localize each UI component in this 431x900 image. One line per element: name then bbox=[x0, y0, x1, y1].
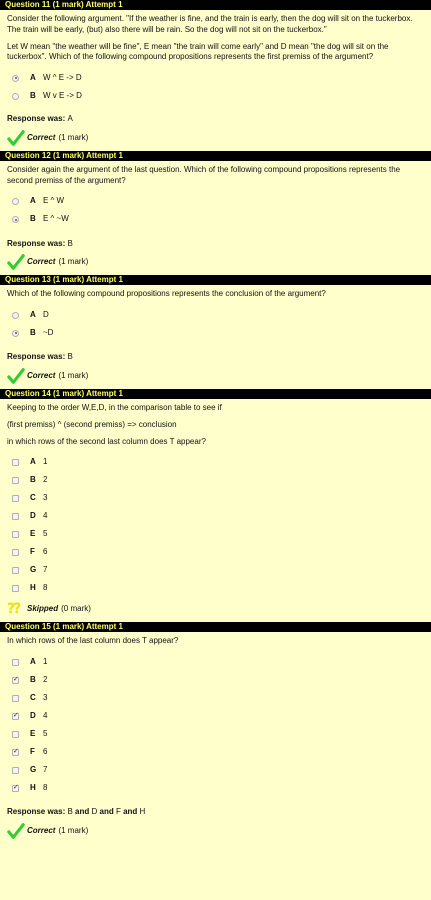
question-text bbox=[7, 403, 425, 447]
checkbox[interactable] bbox=[12, 731, 19, 738]
question-paragraph: In which rows of the last column does T appear? bbox=[7, 636, 179, 646]
response-label: Response was: bbox=[7, 238, 66, 248]
question-11 bbox=[0, 0, 431, 148]
radio-button[interactable] bbox=[12, 93, 19, 100]
option-letter: B bbox=[30, 214, 36, 224]
option-text: 1 bbox=[43, 456, 48, 466]
option-text: 4 bbox=[43, 510, 48, 520]
option-a[interactable] bbox=[7, 193, 425, 211]
question-text bbox=[7, 165, 425, 187]
radio-button[interactable] bbox=[12, 198, 19, 205]
option-letter: C bbox=[30, 492, 36, 502]
option-letter: D bbox=[30, 510, 36, 520]
option-letter: A bbox=[30, 196, 36, 206]
checkbox[interactable] bbox=[12, 549, 19, 556]
option-text: 5 bbox=[43, 728, 48, 738]
question-13 bbox=[0, 275, 431, 386]
verdict bbox=[7, 821, 425, 841]
correct-check-icon bbox=[7, 822, 25, 840]
verdict bbox=[7, 599, 425, 619]
response-label: Response was: bbox=[7, 807, 66, 817]
radio-button[interactable] bbox=[12, 312, 19, 319]
option-b[interactable] bbox=[7, 87, 425, 105]
option-letter: F bbox=[30, 546, 35, 556]
radio-button[interactable] bbox=[12, 330, 19, 337]
option-e[interactable] bbox=[7, 725, 425, 743]
option-text: 7 bbox=[43, 764, 48, 774]
option-text: 7 bbox=[43, 564, 48, 574]
option-letter: E bbox=[30, 528, 36, 538]
option-letter: H bbox=[30, 782, 36, 792]
option-a[interactable] bbox=[7, 306, 425, 324]
question-12 bbox=[0, 151, 431, 272]
option-text: 6 bbox=[43, 746, 48, 756]
option-text: ~D bbox=[43, 327, 54, 337]
options-list bbox=[7, 453, 425, 597]
option-b[interactable] bbox=[7, 211, 425, 229]
question-header: Question 13 (1 mark) Attempt 1 bbox=[0, 275, 431, 285]
skipped-question-icon: ?? bbox=[7, 601, 20, 618]
checkbox[interactable] bbox=[12, 513, 19, 520]
checkbox[interactable] bbox=[12, 695, 19, 702]
question-paragraph: in which rows of the second last column does T appear? bbox=[7, 436, 206, 446]
checkbox[interactable] bbox=[12, 767, 19, 774]
option-a[interactable] bbox=[7, 69, 425, 87]
verdict-marks: (0 mark) bbox=[61, 603, 91, 613]
verdict bbox=[7, 252, 425, 272]
question-header: Question 12 (1 mark) Attempt 1 bbox=[0, 151, 431, 161]
option-d[interactable] bbox=[7, 507, 425, 525]
checkbox[interactable] bbox=[12, 659, 19, 666]
option-f[interactable] bbox=[7, 543, 425, 561]
checkbox[interactable] bbox=[12, 477, 19, 484]
response-value: B bbox=[67, 238, 73, 248]
option-b[interactable] bbox=[7, 324, 425, 342]
response-line bbox=[7, 352, 425, 363]
question-text bbox=[7, 14, 425, 63]
option-text: 6 bbox=[43, 546, 48, 556]
option-letter: A bbox=[30, 72, 36, 82]
question-paragraph: Consider again the argument of the last question. Which of the following compound propositions represents the second premiss of the argument? bbox=[7, 164, 401, 185]
checkbox[interactable] bbox=[12, 713, 19, 720]
options-list bbox=[7, 193, 425, 229]
verdict-marks: (1 mark) bbox=[58, 132, 89, 142]
option-b[interactable] bbox=[7, 671, 425, 689]
correct-check-icon bbox=[7, 253, 25, 271]
checkbox[interactable] bbox=[12, 585, 19, 592]
verdict-word: Correct bbox=[27, 825, 56, 835]
option-text: 5 bbox=[43, 528, 48, 538]
option-text: 3 bbox=[43, 492, 48, 502]
verdict bbox=[7, 366, 425, 386]
option-letter: F bbox=[30, 746, 35, 756]
options-list bbox=[7, 69, 425, 105]
response-line bbox=[7, 807, 425, 818]
option-letter: B bbox=[30, 90, 36, 100]
option-letter: A bbox=[30, 456, 36, 466]
question-paragraph: Consider the following argument. "If the weather is fine, and the train is early, then the dog will sit on the tuckerbox. The train will be early, (but) also there will be rain. So the dog will not sit on the tuckerbox." bbox=[7, 14, 413, 34]
option-g[interactable] bbox=[7, 761, 425, 779]
response-value: B and D and F and H bbox=[67, 807, 146, 817]
response-line bbox=[7, 114, 425, 125]
question-header: Question 11 (1 mark) Attempt 1 bbox=[0, 0, 431, 10]
question-paragraph: (first premiss) ^ (second premiss) => conclusion bbox=[7, 419, 177, 429]
option-text: 8 bbox=[43, 582, 48, 592]
option-h[interactable] bbox=[7, 579, 425, 597]
question-text bbox=[7, 289, 425, 300]
verdict-word: Correct bbox=[27, 132, 56, 142]
option-f[interactable] bbox=[7, 743, 425, 761]
checkbox[interactable] bbox=[12, 459, 19, 466]
radio-button[interactable] bbox=[12, 75, 19, 82]
option-a[interactable] bbox=[7, 453, 425, 471]
option-text: D bbox=[43, 309, 49, 319]
option-letter: G bbox=[30, 764, 37, 774]
response-label: Response was: bbox=[7, 114, 66, 124]
option-letter: A bbox=[30, 656, 36, 666]
response-label: Response was: bbox=[7, 352, 66, 362]
option-letter: G bbox=[30, 564, 37, 574]
option-g[interactable] bbox=[7, 561, 425, 579]
option-e[interactable] bbox=[7, 525, 425, 543]
option-letter: B bbox=[30, 327, 36, 337]
option-text: 3 bbox=[43, 692, 48, 702]
verdict-word: Skipped bbox=[27, 603, 59, 613]
question-paragraph: Keeping to the order W,E,D, in the comparison table to see if bbox=[7, 402, 222, 412]
option-text: E ^ W bbox=[43, 196, 65, 206]
option-h[interactable] bbox=[7, 779, 425, 797]
option-a[interactable] bbox=[7, 653, 425, 671]
response-value: B bbox=[67, 352, 73, 362]
question-paragraph: Which of the following compound propositions represents the conclusion of the argument? bbox=[7, 289, 326, 299]
checkbox[interactable] bbox=[12, 567, 19, 574]
question-14 bbox=[0, 389, 431, 619]
option-b[interactable] bbox=[7, 471, 425, 489]
checkbox[interactable] bbox=[12, 495, 19, 502]
option-letter: C bbox=[30, 692, 36, 702]
option-c[interactable] bbox=[7, 489, 425, 507]
option-letter: B bbox=[30, 674, 36, 684]
correct-check-icon bbox=[7, 129, 25, 147]
option-c[interactable] bbox=[7, 689, 425, 707]
verdict-marks: (1 mark) bbox=[58, 256, 89, 266]
checkbox[interactable] bbox=[12, 749, 19, 756]
checkbox[interactable] bbox=[12, 531, 19, 538]
verdict-marks: (1 mark) bbox=[58, 825, 89, 835]
question-text bbox=[7, 636, 425, 647]
response-line bbox=[7, 239, 425, 250]
question-paragraph: Let W mean "the weather will be fine", E mean "the train will come early" and D mean "the dog will sit on the tuckerbox". Which of the following compound propositions represents the first premiss of the argument? bbox=[7, 41, 389, 62]
option-text: E ^ ~W bbox=[43, 214, 69, 224]
verdict-word: Correct bbox=[27, 256, 56, 266]
question-15 bbox=[0, 622, 431, 841]
option-text: 1 bbox=[43, 656, 48, 666]
option-letter: A bbox=[30, 309, 36, 319]
options-list bbox=[7, 306, 425, 342]
verdict-word: Correct bbox=[27, 370, 56, 380]
question-header: Question 15 (1 mark) Attempt 1 bbox=[0, 622, 431, 632]
verdict bbox=[7, 128, 425, 148]
question-header: Question 14 (1 mark) Attempt 1 bbox=[0, 389, 431, 399]
option-letter: B bbox=[30, 474, 36, 484]
option-d[interactable] bbox=[7, 707, 425, 725]
option-text: 8 bbox=[43, 782, 48, 792]
option-text: 2 bbox=[43, 474, 48, 484]
option-letter: H bbox=[30, 582, 36, 592]
options-list bbox=[7, 653, 425, 797]
checkbox[interactable] bbox=[12, 677, 19, 684]
correct-check-icon bbox=[7, 367, 25, 385]
verdict-marks: (1 mark) bbox=[58, 370, 89, 380]
option-letter: D bbox=[30, 710, 36, 720]
radio-button[interactable] bbox=[12, 216, 19, 223]
option-letter: E bbox=[30, 728, 36, 738]
option-text: W ^ E -> D bbox=[43, 72, 82, 82]
checkbox[interactable] bbox=[12, 785, 19, 792]
option-text: 2 bbox=[43, 674, 48, 684]
option-text: W v E -> D bbox=[43, 90, 82, 100]
option-text: 4 bbox=[43, 710, 48, 720]
response-value: A bbox=[67, 114, 73, 124]
